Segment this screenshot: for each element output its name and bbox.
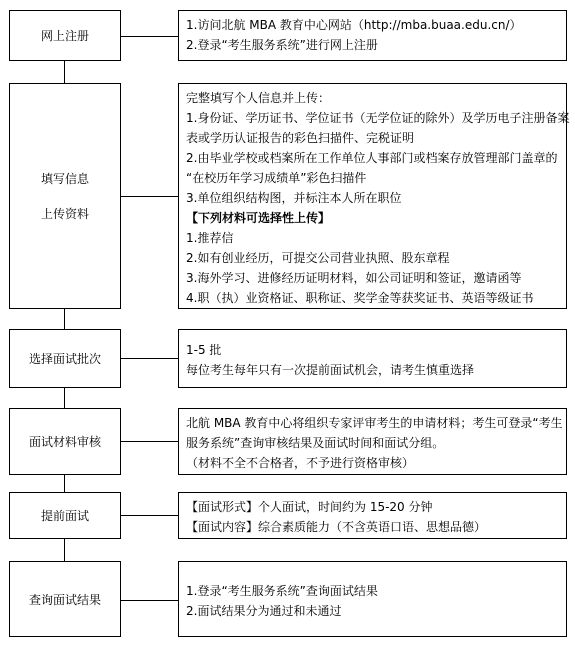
detail-line: 4.职（执）业资格证、职称证、奖学金等获奖证书、英语等级证书 [186, 291, 534, 305]
detail-line: 3.单位组织结构图，并标注本人所在职位 [186, 191, 402, 205]
detail-line: （材料不全不合格者，不予进行资格审核） [186, 456, 415, 470]
detail-line: 每位考生每年只有一次提前面试机会，请考生慎重选择 [186, 363, 475, 377]
connector-3-4 [64, 388, 65, 408]
step-box-fill-info-upload [9, 83, 121, 309]
detail-box-online-registration [178, 10, 567, 61]
detail-line: 2.登录“考生服务系统”进行网上注册 [186, 38, 378, 52]
step-label: 网上注册 [40, 29, 89, 43]
detail-box-early-interview [178, 492, 567, 539]
detail-line: 北航 MBA 教育中心将组织专家评审考生的申请材料；考生可登录“考生 [186, 416, 563, 430]
step-box-material-review [9, 408, 121, 475]
step-label-line2: 上传资料 [40, 207, 89, 221]
detail-line: 2.如有创业经历，可提交公司营业执照、股东章程 [186, 251, 450, 265]
detail-line: 1-5 批 [186, 343, 222, 357]
detail-line: 服务系统”查询审核结果及面试时间和面试分组。 [186, 436, 445, 450]
detail-line: 2.由毕业学校或档案所在工作单位人事部门或档案存放管理部门盖章的 [186, 151, 558, 165]
detail-line: 完整填写个人信息并上传： [186, 91, 331, 105]
detail-line: 【面试内容】综合素质能力（不含英语口语、思想品德） [186, 520, 487, 534]
connector-4-5 [64, 475, 65, 492]
step-box-online-registration [9, 10, 121, 61]
step-label: 填写信息 [40, 172, 89, 186]
h-connector-5 [121, 515, 178, 516]
connector-2-3 [64, 309, 65, 329]
detail-line: 【面试形式】个人面试，时间约为 15-20 分钟 [186, 500, 433, 514]
h-connector-2 [121, 196, 178, 197]
detail-line: 1.登录“考生服务系统”查询面试结果 [186, 584, 378, 598]
step-label: 选择面试批次 [28, 352, 101, 366]
step-label: 面试材料审核 [28, 435, 101, 449]
detail-line: “在校历年学习成绩单”彩色扫描件 [186, 171, 367, 185]
detail-box-query-result [178, 561, 567, 637]
h-connector-4 [121, 441, 178, 442]
step-box-early-interview [9, 492, 121, 539]
detail-line: 1.推荐信 [186, 231, 234, 245]
detail-line: 3.海外学习、进修经历证明材料，如公司证明和签证，邀请函等 [186, 271, 522, 285]
detail-box-choose-batch [178, 329, 567, 388]
detail-line: 1.身份证、学历证书、学位证书（无学位证的除外）及学历电子注册备案 [186, 111, 570, 125]
h-connector-1 [121, 36, 178, 37]
detail-line: 2.面试结果分为通过和未通过 [186, 604, 342, 618]
detail-line: 表或学历认证报告的彩色扫描件、完税证明 [186, 131, 415, 145]
connector-5-6 [64, 539, 65, 561]
detail-subheading: 【下列材料可选择性上传】 [186, 211, 331, 225]
detail-line: 1.访问北航 MBA 教育中心网站（http://mba.buaa.edu.cn/） [186, 18, 522, 32]
connector-1-2 [64, 61, 65, 83]
h-connector-6 [121, 600, 178, 601]
step-box-query-result [9, 561, 121, 637]
detail-box-fill-info-upload [178, 83, 570, 309]
step-label: 查询面试结果 [28, 592, 101, 607]
step-label: 提前面试 [40, 509, 89, 523]
detail-box-material-review [178, 408, 567, 475]
h-connector-3 [121, 358, 178, 359]
step-box-choose-batch [9, 329, 121, 388]
